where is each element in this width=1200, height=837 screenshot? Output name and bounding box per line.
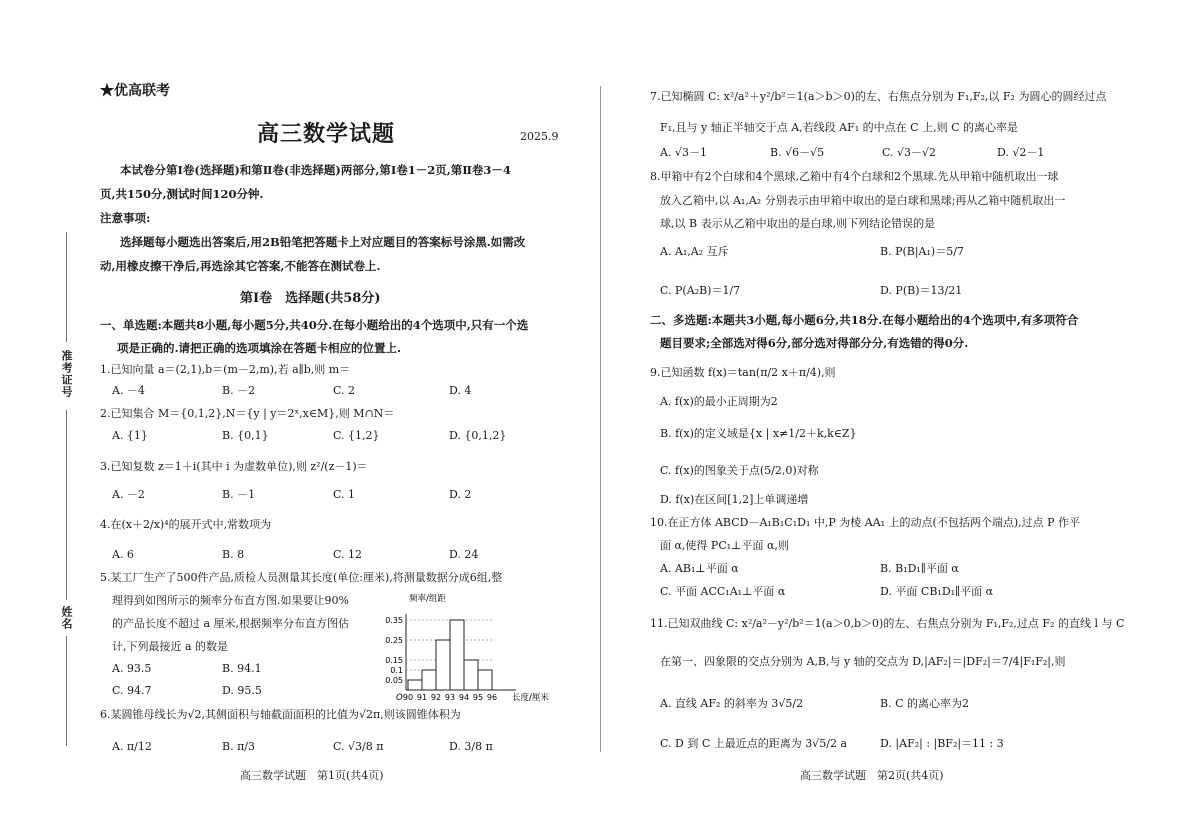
histogram-x-tick: 92 (430, 693, 442, 702)
histogram-bar (450, 620, 464, 690)
notice-title: 注意事项: (100, 211, 151, 225)
histogram-x-label: 长度/厘米 (512, 693, 549, 703)
q2-stem: 2.已知集合 M＝{0,1,2},N＝{y | y＝2ˣ,x∈M},则 M∩N＝ (100, 407, 395, 420)
q6-option-d: D. 3/8 π (449, 740, 493, 753)
histogram-x-tick: 96 (486, 693, 498, 702)
q4-option-b: B. 8 (222, 548, 245, 561)
footer-left: 高三数学试题 第1页(共4页) (240, 769, 384, 782)
q10-option-d: D. 平面 CB₁D₁∥平面 α (880, 585, 994, 598)
q9-option-c: C. f(x)的图象关于点(5/2,0)对称 (660, 464, 819, 477)
notice-line-1: 选择题每小题选出答案后,用2B铅笔把答题卡上对应题目的答案标号涂黑.如需改 (120, 235, 526, 249)
brand-label: ★优高联考 (100, 83, 170, 99)
q6-option-c: C. √3/8 π (333, 740, 384, 753)
q5-option-d: D. 95.5 (222, 684, 262, 697)
q4-option-d: D. 24 (449, 548, 479, 561)
q8-stem-2: 放入乙箱中,以 A₁,A₂ 分别表示由甲箱中取出的是白球和黑球;再从乙箱中随机取出一 (660, 194, 1066, 207)
q8-option-c: C. P(A₂B)＝1/7 (660, 284, 741, 297)
q1-option-d: D. 4 (449, 384, 472, 397)
histogram-bar (422, 670, 436, 690)
q3-option-b: B. －1 (222, 488, 256, 501)
q6-option-b: B. π/3 (222, 740, 256, 753)
exam-id-label: 准考证号 (60, 350, 73, 398)
histogram-origin-label: O (396, 693, 403, 703)
q4-option-a: A. 6 (112, 548, 134, 561)
q5-option-b: B. 94.1 (222, 662, 262, 675)
section2-line-1: 二、多选题:本题共3小题,每小题6分,共18分.在每小题给出的4个选项中,有多项符合 (650, 313, 1079, 327)
q11-option-a: A. 直线 AF₂ 的斜率为 3√5/2 (660, 697, 804, 710)
q7-option-c: C. √3－√2 (882, 146, 937, 159)
q11-stem-2: 在第一、四象限的交点分别为 A,B,与 y 轴的交点为 D,|AF₂|＝|DF₂|＝7/4|F₁F₂|,则 (660, 655, 1066, 668)
q8-option-a: A. A₁,A₂ 互斥 (660, 245, 729, 258)
q1-option-a: A. －4 (112, 384, 145, 397)
q1-option-c: C. 2 (333, 384, 356, 397)
q6-option-a: A. π/12 (112, 740, 152, 753)
q5-option-c: C. 94.7 (112, 684, 152, 697)
q9-option-d: D. f(x)在区间[1,2]上单调递增 (660, 493, 809, 506)
q6-stem: 6.某圆锥母线长为√2,其侧面积与轴截面面积的比值为√2π,则该圆锥体积为 (100, 708, 461, 721)
q2-option-a: A. {1} (112, 429, 148, 442)
q8-stem-1: 8.甲箱中有2个白球和4个黑球,乙箱中有4个白球和2个黑球.先从甲箱中随机取出一球 (650, 170, 1059, 183)
q10-stem-1: 10.在正方体 ABCD－A₁B₁C₁D₁ 中,P 为棱 AA₁ 上的动点(不包括两个端点),过点 P 作平 (650, 516, 1081, 529)
histogram-y-tick: 0.35 (385, 616, 403, 625)
q11-option-d: D. |AF₂| : |BF₂|＝11 : 3 (880, 737, 1004, 750)
q3-option-c: C. 1 (333, 488, 356, 501)
q7-stem-2: F₁,且与 y 轴正半轴交于点 A,若线段 AF₁ 的中点在 C 上,则 C 的离心率是 (660, 121, 1018, 134)
name-label: 姓名 (60, 606, 73, 630)
q1-stem: 1.已知向量 a＝(2,1),b＝(m－2,m),若 a∥b,则 m＝ (100, 363, 351, 376)
q2-option-c: C. {1,2} (333, 429, 380, 442)
q10-option-b: B. B₁D₁∥平面 α (880, 562, 959, 575)
histogram-x-tick: 90 (402, 693, 414, 702)
histogram-bar (436, 640, 450, 690)
q8-stem-3: 球,以 B 表示从乙箱中取出的是白球,则下列结论错误的是 (660, 217, 936, 230)
histogram-x-tick: 94 (458, 693, 470, 702)
q11-option-c: C. D 到 C 上最近点的距离为 3√5/2 a (660, 737, 848, 750)
binding-line-top (66, 232, 67, 342)
histogram-y-tick: 0.1 (390, 666, 403, 675)
q10-option-c: C. 平面 ACC₁A₁⊥平面 α (660, 585, 786, 598)
histogram-y-tick: 0.05 (385, 676, 403, 685)
q5-stem-2: 理得到如图所示的频率分布直方图.如果要让90% (112, 594, 349, 607)
histogram-x-tick: 93 (444, 693, 456, 702)
histogram-y-label: 频率/组距 (409, 594, 446, 604)
q10-stem-2: 面 α,使得 PC₁⊥平面 α,则 (660, 539, 789, 552)
intro-line-2: 页,共150分,测试时间120分钟. (100, 187, 264, 201)
q11-stem-1: 11.已知双曲线 C: x²/a²－y²/b²＝1(a＞0,b＞0)的左、右焦点分别为 F₁,F₂,过点 F₂ 的直线 l 与 C (650, 617, 1125, 630)
q8-option-b: B. P(B|A₁)＝5/7 (880, 245, 964, 258)
q4-stem: 4.在(x＋2/x)⁴的展开式中,常数项为 (100, 518, 272, 531)
part1-title: 第Ⅰ卷 选择题(共58分) (240, 291, 381, 306)
histogram-bar (408, 680, 422, 690)
q11-option-b: B. C 的离心率为2 (880, 697, 969, 710)
q9-option-a: A. f(x)的最小正周期为2 (660, 395, 778, 408)
section1-line-2: 项是正确的.请把正确的选项填涂在答题卡相应的位置上. (117, 341, 402, 355)
binding-line-middle (66, 410, 67, 600)
q5-stem-4: 计,下列最接近 a 的数是 (112, 640, 229, 653)
q5-option-a: A. 93.5 (112, 662, 152, 675)
histogram-bar (464, 660, 478, 690)
q7-option-a: A. √3－1 (660, 146, 707, 159)
q5-stem-3: 的产品长度不超过 a 厘米,根据频率分布直方图估 (112, 617, 350, 630)
section2-line-2: 题目要求;全部选对得6分,部分选对得部分分,有选错的得0分. (660, 336, 969, 350)
section1-line-1: 一、单选题:本题共8小题,每小题5分,共40分.在每小题给出的4个选项中,只有一个选 (100, 318, 529, 332)
q9-option-b: B. f(x)的定义域是{x | x≠1/2＋k,k∈Z} (660, 427, 857, 440)
intro-line-1: 本试卷分第Ⅰ卷(选择题)和第Ⅱ卷(非选择题)两部分,第Ⅰ卷1－2页,第Ⅱ卷3－4 (120, 163, 511, 177)
q7-stem-1: 7.已知椭圆 C: x²/a²＋y²/b²＝1(a＞b＞0)的左、右焦点分别为 F₁,F₂,以 F₂ 为圆心的圆经过点 (650, 90, 1107, 103)
histogram-bar (478, 670, 492, 690)
q4-option-c: C. 12 (333, 548, 363, 561)
notice-line-2: 动,用橡皮擦干净后,再选涂其它答案,不能答在测试卷上. (100, 259, 381, 273)
footer-right: 高三数学试题 第2页(共4页) (800, 769, 944, 782)
q3-option-d: D. 2 (449, 488, 472, 501)
q7-option-b: B. √6－√5 (770, 146, 825, 159)
q3-option-a: A. －2 (112, 488, 145, 501)
q5-stem-1: 5.某工厂生产了500件产品,质检人员测量其长度(单位:厘米),将测量数据分成6组,整 (100, 571, 503, 584)
q7-option-d: D. √2－1 (997, 146, 1045, 159)
frequency-histogram (376, 592, 566, 704)
histogram-x-tick: 95 (472, 693, 484, 702)
q2-option-d: D. {0,1,2} (449, 429, 507, 442)
q2-option-b: B. {0,1} (222, 429, 269, 442)
q8-option-d: D. P(B)＝13/21 (880, 284, 963, 297)
histogram-y-tick: 0.15 (385, 656, 403, 665)
histogram-x-tick: 91 (416, 693, 428, 702)
exam-title: 高三数学试题 (257, 121, 396, 147)
histogram-y-tick: 0.25 (385, 636, 403, 645)
q10-option-a: A. AB₁⊥平面 α (660, 562, 739, 575)
exam-date: 2025.9 (520, 130, 559, 143)
binding-line-bottom (66, 636, 67, 746)
page-divider (600, 86, 601, 752)
q9-stem: 9.已知函数 f(x)＝tan(π/2 x＋π/4),则 (650, 366, 836, 379)
q3-stem: 3.已知复数 z＝1＋i(其中 i 为虚数单位),则 z²/(z－1)＝ (100, 460, 368, 473)
q1-option-b: B. －2 (222, 384, 256, 397)
